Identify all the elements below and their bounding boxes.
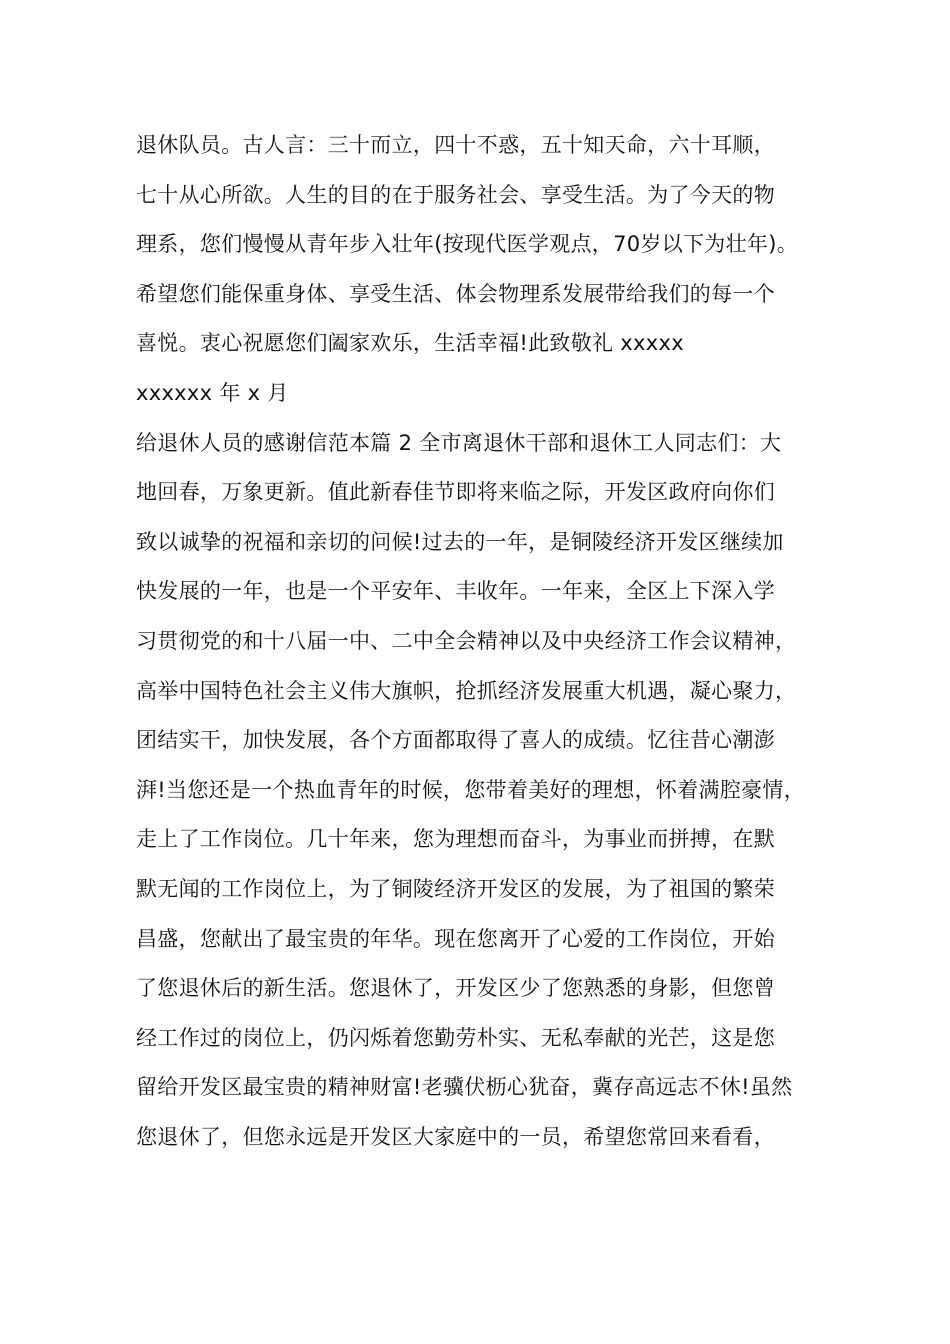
section-heading-line: 给退休人员的感谢信范本篇 2 全市离退休干部和退休工人同志们：大 — [136, 430, 782, 455]
text-line: 习贯彻党的和十八届一中、二中全会精神以及中央经济工作会议精神， — [136, 628, 797, 653]
text-line: 走上了工作岗位。几十年来，您为理想而奋斗，为事业而拼搏，在默 — [136, 827, 775, 852]
date-line: xxxxxx 年 x 月 — [136, 380, 289, 405]
text-line: 希望您们能保重身体、享受生活、体会物理系发展带给我们的每一个 — [136, 281, 775, 306]
text-line: 昌盛，您献出了最宝贵的年华。现在您离开了心爱的工作岗位，开始 — [136, 926, 775, 951]
text-line: 了您退休后的新生活。您退休了，开发区少了您熟悉的身影，但您曾 — [136, 976, 775, 1001]
text-line: 地回春，万象更新。值此新春佳节即将来临之际，开发区政府向你们 — [136, 480, 775, 505]
text-line: 退休队员。古人言：三十而立，四十不惑，五十知天命，六十耳顺， — [136, 133, 775, 157]
text-line: 您退休了，但您永远是开发区大家庭中的一员，希望您常回来看看， — [136, 1124, 775, 1149]
text-line: 致以诚挚的祝福和亲切的问候!过去的一年，是铜陵经济开发区继续加 — [136, 529, 784, 554]
text-line: 留给开发区最宝贵的精神财富!老骥伏枥心犹奋，冀存高远志不休!虽然 — [136, 1075, 793, 1100]
text-line: 团结实干，加快发展，各个方面都取得了喜人的成绩。忆往昔心潮澎 — [136, 728, 775, 753]
text-line: 喜悦。衷心祝愿您们阖家欢乐，生活幸福!此致敬礼 xxxxx — [136, 331, 684, 356]
text-line: 七十从心所欲。人生的目的在于服务社会、享受生活。为了今天的物 — [136, 182, 775, 207]
text-line: 湃!当您还是一个热血青年的时候，您带着美好的理想，怀着满腔豪情， — [136, 777, 806, 802]
letter-body — [136, 121, 826, 1162]
text-line: 理系，您们慢慢从青年步入壮年(按现代医学观点，70岁以下为壮年)。 — [136, 232, 799, 257]
text-line: 快发展的一年，也是一个平安年、丰收年。一年来，全区上下深入学 — [136, 579, 775, 604]
text-line: 经工作过的岗位上，仍闪烁着您勤劳朴实、无私奉献的光芒，这是您 — [136, 1025, 775, 1050]
text-line: 默无闻的工作岗位上，为了铜陵经济开发区的发展，为了祖国的繁荣 — [136, 876, 775, 901]
text-line: 高举中国特色社会主义伟大旗帜，抢抓经济发展重大机遇，凝心聚力， — [136, 678, 797, 703]
